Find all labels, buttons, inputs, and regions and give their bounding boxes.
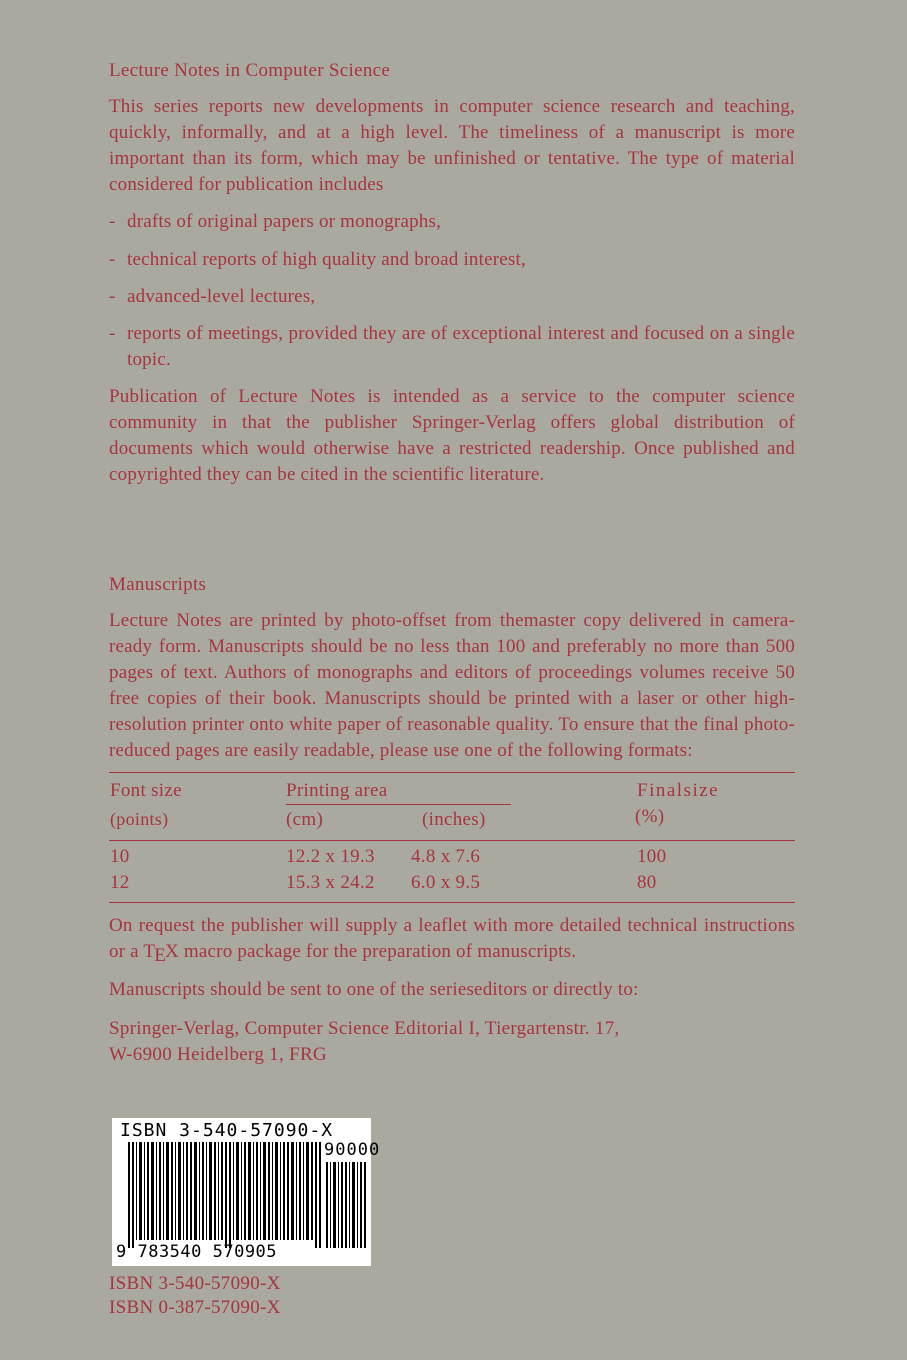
request-text: On request the publisher will supply a leaflet with more detailed technical instructions or a T (109, 915, 795, 962)
address-line: Springer-Verlag, Computer Science Editorial I, Tiergartenstr. 17, (109, 1018, 620, 1039)
header-font-size: Font size (110, 780, 182, 801)
tex-logo-e: E (154, 945, 167, 966)
header-final-size-unit: (%) (635, 806, 665, 827)
list-item: - reports of meetings, provided they are of exceptional interest and focused on a single topic. (109, 321, 795, 373)
request-paragraph (109, 913, 795, 965)
send-to-line: Manuscripts should be sent to one of the serieseditors or directly to: (109, 979, 639, 1000)
table-top-rule (109, 772, 795, 773)
row-cm: 12.2 x 19.3 (286, 846, 375, 867)
back-cover-text (109, 58, 795, 1068)
isbn-numbers (109, 1272, 281, 1320)
header-final-size: Finalsize (637, 780, 720, 801)
series-intro: This series reports new developments in computer science research and teaching, quickly, informally, and at a high level. The timeliness of a manuscript is more important than its form, which may be unfinished or tentative. The type of material considered for publication includes (109, 96, 795, 195)
table-header-rule (109, 840, 795, 841)
list-item: - drafts of original papers or monographs, (109, 209, 795, 235)
isbn-line: ISBN 3-540-57090-X (109, 1273, 281, 1294)
series-title: Lecture Notes in Computer Science (109, 60, 391, 81)
header-inches: (inches) (422, 809, 486, 830)
request-text-end: X macro package for the preparation of manuscripts. (165, 941, 577, 962)
formats-table (109, 772, 795, 904)
barcode-isbn-label: ISBN 3-540-57090-X (120, 1120, 334, 1141)
row-font: 12 (110, 872, 130, 893)
isbn-barcode (112, 1118, 381, 1266)
row-final: 100 (637, 846, 667, 867)
table-bottom-rule (109, 902, 795, 903)
list-item: - advanced-level lectures, (109, 284, 795, 310)
row-font: 10 (110, 846, 130, 867)
row-cm: 15.3 x 24.2 (286, 872, 375, 893)
address-line: W-6900 Heidelberg 1, FRG (109, 1044, 327, 1065)
header-cm: (cm) (286, 809, 324, 830)
publisher-address (109, 1016, 795, 1068)
row-inches: 4.8 x 7.6 (411, 846, 481, 867)
barcode-ean-digits: 9 783540 570905 (116, 1242, 278, 1262)
barcode-price-code: 90000 (324, 1140, 381, 1160)
printing-area-rule (286, 804, 511, 805)
material-list (109, 209, 795, 373)
manuscripts-paragraph: Lecture Notes are printed by photo-offset from themaster copy delivered in camera-ready form. Manuscripts should be no less than 100 and preferably no more than 500 pages of text. Authors of monographs and editors of proceedings volumes receive 50 free copies of their book. Manuscripts should be printed with a laser or other high-resolution printer onto white paper of reasonable quality. To ensure that the final photo-reduced pages are easily readable, please use one of the following formats: (109, 610, 795, 761)
header-font-size-unit: (points) (110, 809, 169, 829)
manuscripts-heading: Manuscripts (109, 574, 207, 595)
isbn-line: ISBN 0-387-57090-X (109, 1297, 281, 1318)
row-final: 80 (637, 872, 657, 893)
list-item: - technical reports of high quality and broad interest, (109, 247, 795, 273)
header-printing-area: Printing area (286, 780, 388, 801)
row-inches: 6.0 x 9.5 (411, 872, 481, 893)
publication-paragraph: Publication of Lecture Notes is intended as a service to the computer science community in that the publisher Springer-Verlag offers global distribution of documents which would otherwise have a restricted readership. Once published and copyrighted they can be cited in the scientific literature. (109, 386, 795, 485)
